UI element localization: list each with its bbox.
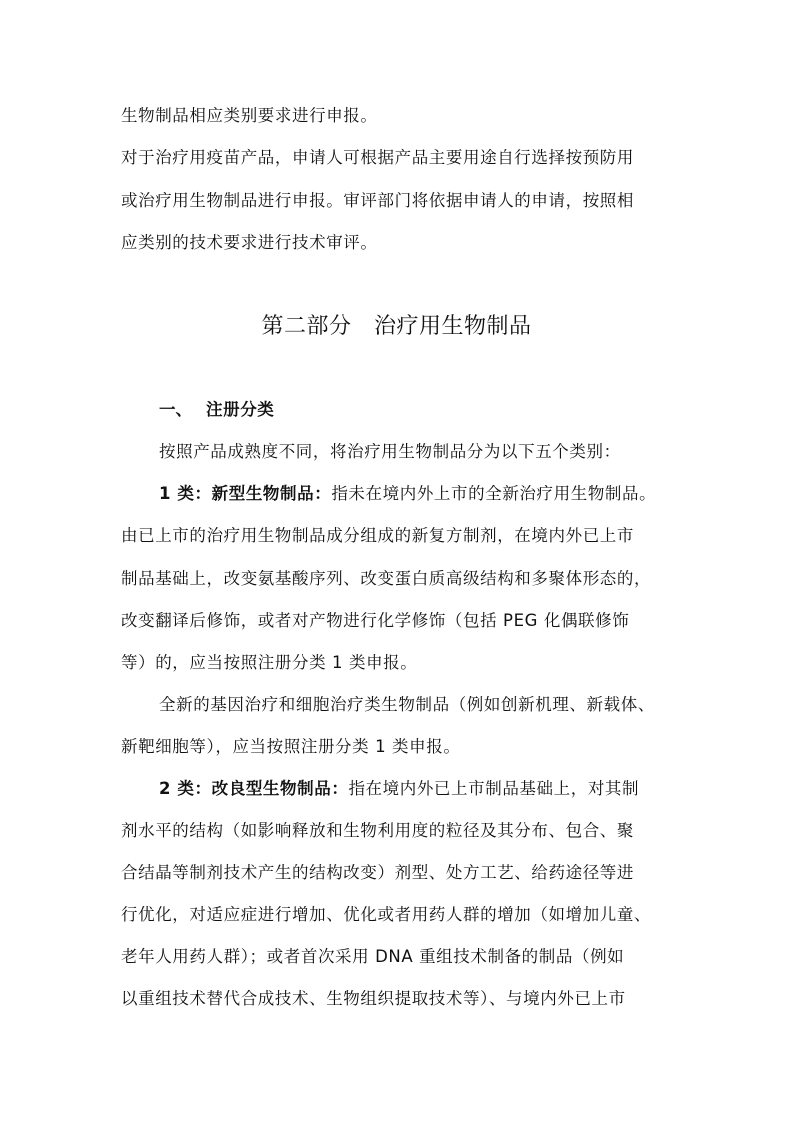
category-2-line-3: 合结晶等制剂技术产生的结构改变）剂型、处方工艺、给药途径等进 [121,863,634,882]
category-1-line-2: 由已上市的治疗用生物制品成分组成的新复方制剂，在境内外已上市 [121,526,634,545]
section-number: 一、 [159,400,192,419]
category-2-label: 2 类：改良型生物制品： [159,779,349,798]
category-2-line-4: 行优化，对适应症进行增加、优化或者用药人群的增加（如增加儿童、 [121,905,652,924]
category-2-line-5: 老年人用药人群）；或者首次采用 DNA 重组技术制备的制品（例如 [121,947,625,966]
paragraph-gene-cell-line-2: 新靶细胞等），应当按照注册分类 1 类申报。 [121,737,461,756]
part-title: 第二部分 治疗用生物制品 [261,314,532,339]
category-1-label: 1 类：新型生物制品： [159,484,332,503]
category-2-text: 指在境内外已上市制品基础上，对其制 [348,779,640,798]
category-1-line-5: 等）的，应当按照注册分类 1 类申报。 [121,653,418,672]
category-1-line-1 [159,482,656,506]
paragraph-intro-categories: 按照产品成熟度不同，将治疗用生物制品分为以下五个类别： [159,442,621,461]
intro-line-4: 应类别的技术要求进行技术审评。 [121,233,378,252]
paragraph-gene-cell-line-1: 全新的基因治疗和细胞治疗类生物制品（例如创新机理、新载体、 [159,695,655,714]
category-2-line-6: 以重组技术替代合成技术、生物组织提取技术等）、与境内外已上市 [121,989,626,1008]
intro-line-2: 对于治疗用疫苗产品，申请人可根据产品主要用途自行选择按预防用 [121,148,634,167]
intro-line-1: 生物制品相应类别要求进行申报。 [121,106,378,125]
category-1-text: 指未在境内外上市的全新治疗用生物制品。 [331,484,657,503]
section-heading: 注册分类 [206,400,275,419]
category-1-line-4: 改变翻译后修饰，或者对产物进行化学修饰（包括 PEG 化偶联修饰 [121,611,630,630]
intro-line-3: 或治疗用生物制品进行申报。审评部门将依据申请人的申请，按照相 [121,191,634,210]
category-2-line-1 [159,777,639,801]
category-1-line-3: 制品基础上，改变氨基酸序列、改变蛋白质高级结构和多聚体形态的， [121,569,652,588]
category-2-line-2: 剂水平的结构（如影响释放和生物利用度的粒径及其分布、包合、聚 [121,821,634,840]
